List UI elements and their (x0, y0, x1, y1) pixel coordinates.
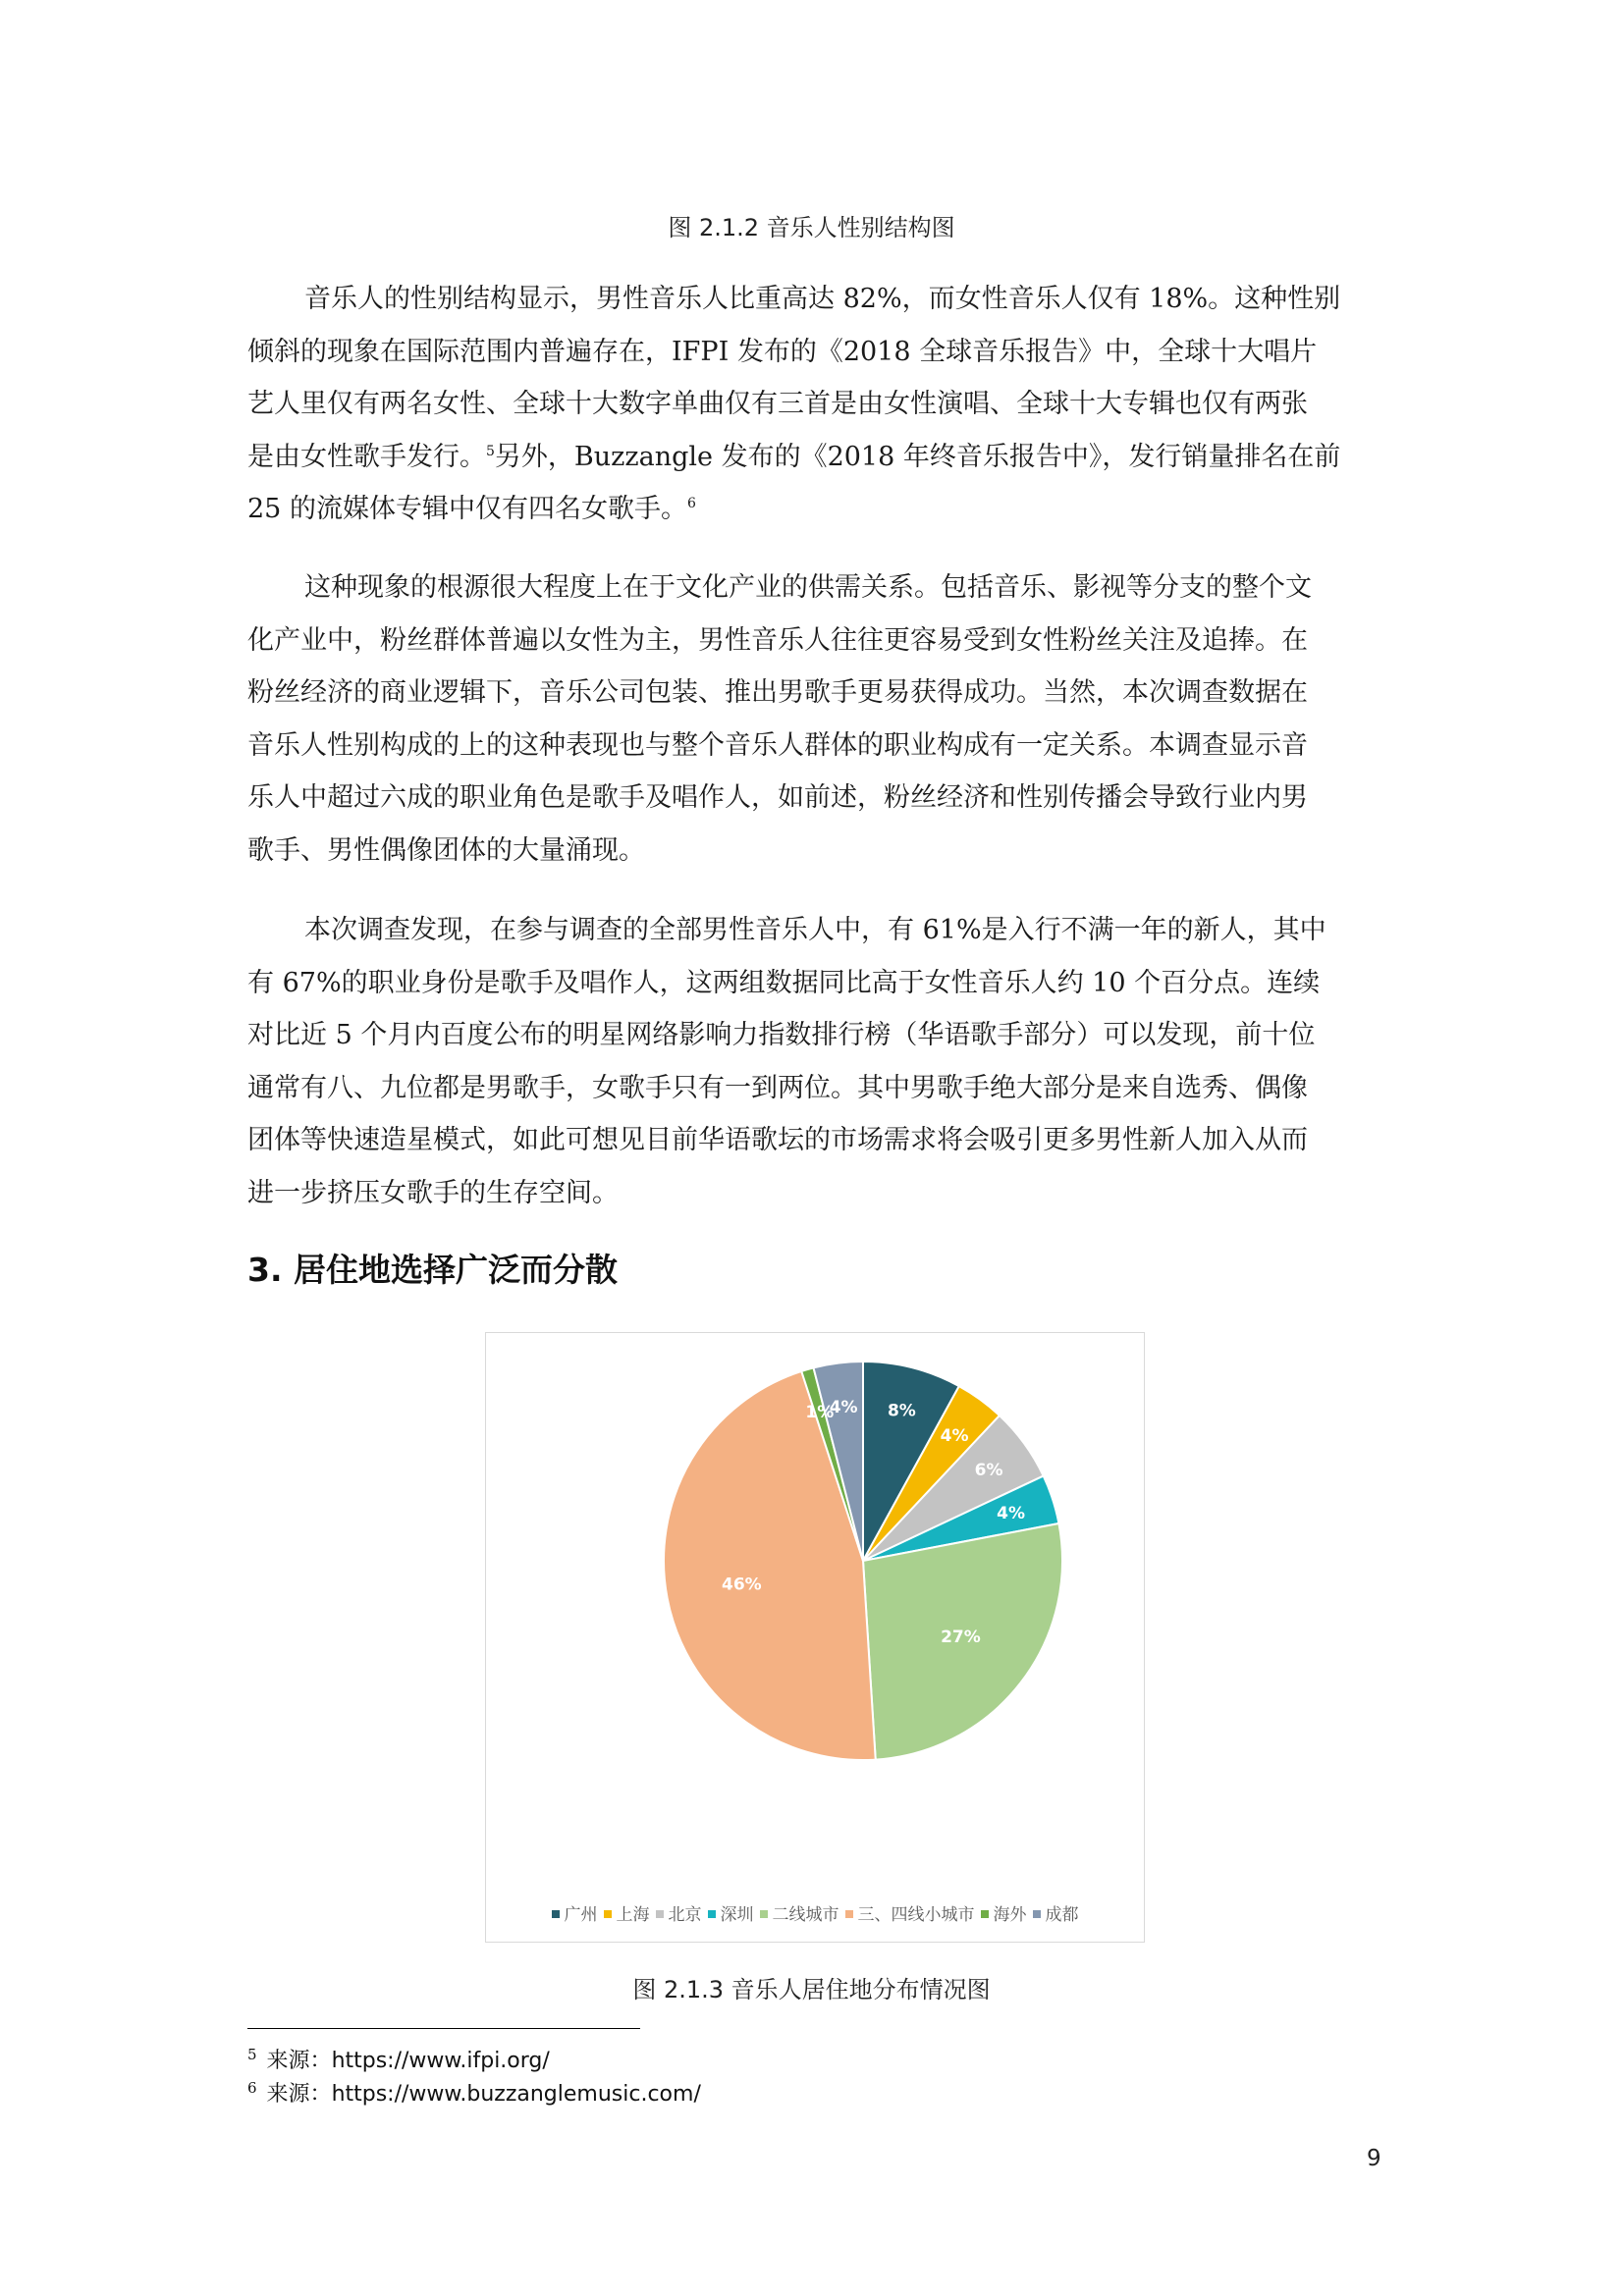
legend-label: 三、四线小城市 (857, 1905, 975, 1925)
paragraph-gender-structure (247, 273, 1384, 536)
footnote-prefix: 来源： (266, 2049, 332, 2073)
legend-item (708, 1900, 754, 1925)
legend-label: 北京 (668, 1905, 702, 1925)
paragraph-line: 艺人里仅有两名女性、全球十大数字单曲仅有三首是由女性演唱、全球十大专辑也仅有两张 (247, 389, 1308, 419)
figure-caption-chart: 图 2.1.3 音乐人居住地分布情况图 (632, 1976, 991, 2003)
footnote-mark: 5 (247, 2045, 257, 2063)
paragraph-line: 进一步挤压女歌手的生存空间。 (247, 1177, 619, 1208)
footnote-ref-5[interactable]: 5 (486, 443, 495, 459)
paragraph-line: 本次调查发现，在参与调查的全部男性音乐人中，有 61%是入行不满一年的新人，其中 (304, 915, 1326, 945)
paragraph-root-cause (247, 561, 1384, 877)
residence-pie-chart (485, 1332, 1145, 1943)
pie-data-label: 1% (805, 1402, 835, 1422)
pie-data-label: 8% (887, 1401, 916, 1421)
footnote-separator (247, 2028, 640, 2029)
legend-item (1033, 1900, 1079, 1925)
pie-data-label: 4% (997, 1504, 1026, 1524)
paragraph-line: 通常有八、九位都是男歌手，女歌手只有一到两位。其中男歌手绝大部分是来自选秀、偶像 (247, 1072, 1308, 1103)
paragraph-survey-findings (247, 904, 1384, 1219)
paragraph-line: 音乐人性别构成的上的这种表现也与整个音乐人群体的职业构成有一定关系。本调查显示音 (247, 729, 1308, 761)
legend-swatch (760, 1910, 768, 1918)
footnote-link[interactable]: https://www.buzzanglemusic.com/ (331, 2082, 701, 2107)
paragraph-line: 对比近 5 个月内百度公布的明星网络影响力指数排行榜（华语歌手部分）可以发现，前十位 (247, 1020, 1316, 1050)
footnote-6 (247, 2077, 701, 2108)
pie-data-label: 46% (722, 1575, 762, 1595)
legend-swatch (981, 1910, 989, 1918)
paragraph-line: 歌手、男性偶像团体的大量涌现。 (247, 834, 645, 866)
legend-swatch (1033, 1910, 1041, 1918)
legend-swatch (845, 1910, 853, 1918)
footnote-5 (247, 2044, 550, 2074)
legend-swatch (708, 1910, 716, 1918)
footnote-ref-6[interactable]: 6 (686, 496, 696, 511)
paragraph-line: 这种现象的根源很大程度上在于文化产业的供需关系。包括音乐、影视等分支的整个文 (304, 572, 1312, 603)
legend-item (656, 1900, 702, 1925)
paragraph-line (247, 431, 1384, 484)
chart-legend (486, 1900, 1144, 1925)
paragraph-line: 粉丝经济的商业逻辑下，音乐公司包装、推出男歌手更易获得成功。当然，本次调查数据在 (247, 677, 1308, 708)
legend-item (981, 1900, 1027, 1925)
paragraph-line: 倾斜的现象在国际范围内普遍存在，IFPI 发布的《2018 全球音乐报告》中，全球十大唱片 (247, 336, 1318, 367)
pie-data-label: 4% (829, 1397, 858, 1417)
paragraph-line: 团体等快速造星模式，如此可想见目前华语歌坛的市场需求将会吸引更多男性新人加入从而 (247, 1125, 1308, 1155)
footnote-prefix: 来源： (266, 2082, 332, 2107)
figure-caption-top: 图 2.1.2 音乐人性别结构图 (668, 214, 955, 241)
pie-data-label: 4% (940, 1425, 969, 1446)
paragraph-text: 是由女性歌手发行。 (247, 441, 486, 472)
footnote-mark: 6 (247, 2078, 257, 2097)
paragraph-text: 另外，Buzzangle 发布的《2018 年终音乐报告中》，发行销量排名在前 (494, 441, 1341, 472)
paragraph-line: 化产业中，粉丝群体普遍以女性为主，男性音乐人往往更容易受到女性粉丝关注及追捧。在 (247, 624, 1308, 656)
legend-item (760, 1900, 839, 1925)
legend-swatch (604, 1910, 612, 1918)
legend-label: 深圳 (720, 1905, 754, 1925)
page-number: 9 (1367, 2146, 1381, 2171)
legend-label: 成都 (1045, 1905, 1079, 1925)
footnote-link[interactable]: https://www.ifpi.org/ (331, 2049, 550, 2073)
legend-swatch (552, 1910, 560, 1918)
legend-item (845, 1900, 975, 1925)
pie-data-label: 27% (941, 1628, 981, 1648)
pie-data-label: 6% (974, 1460, 1003, 1480)
section-heading: 3. 居住地选择广泛而分散 (247, 1251, 618, 1289)
paragraph-line: 有 67%的职业身份是歌手及唱作人，这两组数据同比高于女性音乐人约 10 个百分点。连续 (247, 967, 1321, 998)
legend-label: 二线城市 (772, 1905, 839, 1925)
legend-item (604, 1900, 650, 1925)
paragraph-line (247, 483, 1384, 536)
paragraph-text: 25 的流媒体专辑中仅有四名女歌手。 (247, 494, 687, 524)
legend-swatch (656, 1910, 664, 1918)
legend-label: 广州 (564, 1905, 598, 1925)
legend-item (552, 1900, 598, 1925)
paragraph-line: 音乐人的性别结构显示，男性音乐人比重高达 82%，而女性音乐人仅有 18%。这种性别 (304, 284, 1341, 314)
legend-label: 上海 (616, 1905, 650, 1925)
legend-label: 海外 (993, 1905, 1027, 1925)
pie-chart-svg (486, 1333, 1144, 1893)
paragraph-line: 乐人中超过六成的职业角色是歌手及唱作人，如前述，粉丝经济和性别传播会导致行业内男 (247, 782, 1308, 813)
